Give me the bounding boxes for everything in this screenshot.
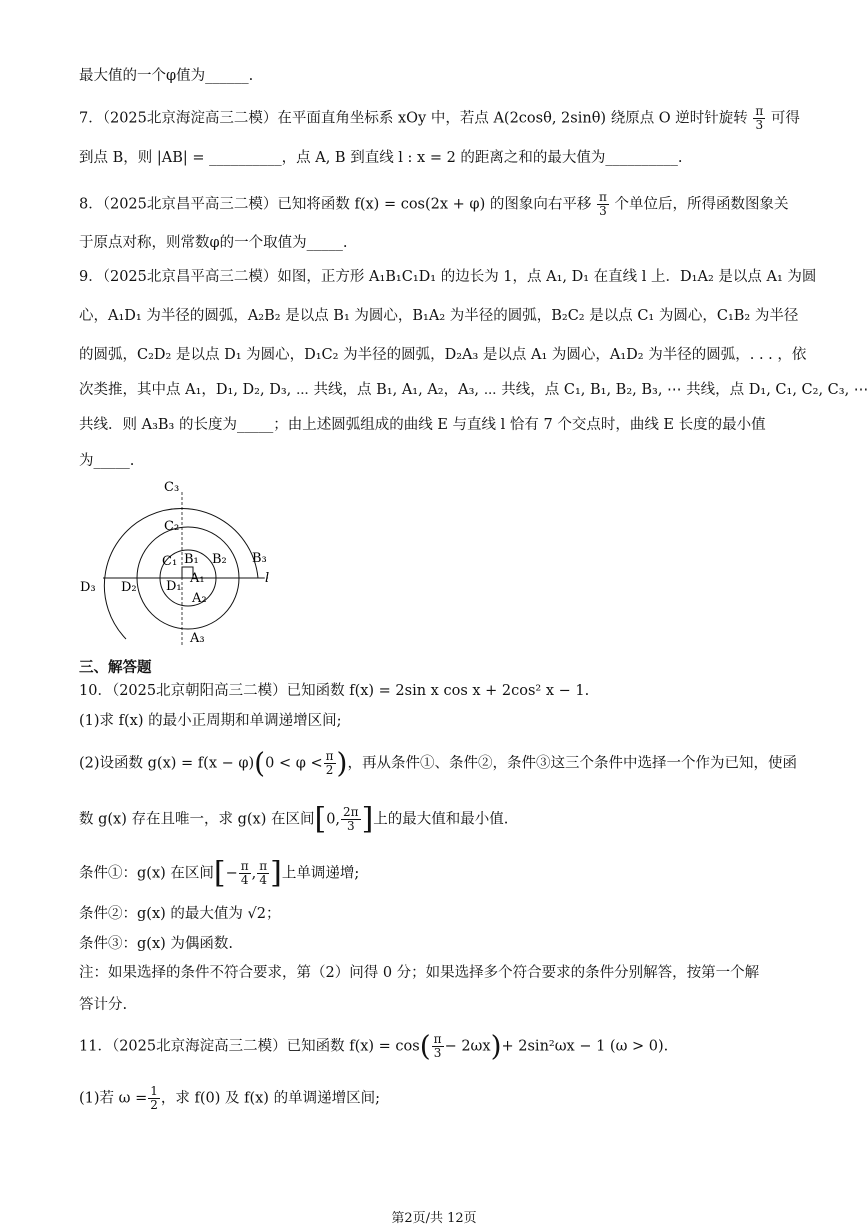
- cond1-fraction1: $\frac{\pi}{4}$: [240, 859, 249, 887]
- q8-text: 8．（2025北京昌平高三二模）已知将函数 f(x) = cos(2x + φ) 的图象向右平移: [79, 196, 592, 213]
- label-A1: A₁: [190, 571, 205, 586]
- q10-part2-pre: (2)设函数 g(x) = f(x − φ): [79, 755, 255, 772]
- q8-text-end: 个单位后，所得函数图象关: [614, 196, 789, 213]
- label-C3: C₃: [164, 480, 180, 495]
- cond1-post: 上单调递增;: [281, 865, 360, 882]
- note-line2: 答计分.: [79, 997, 128, 1013]
- q10-part2-post: ，再从条件①、条件②，条件③这三个条件中选择一个作为已知，使函: [347, 755, 797, 772]
- cond1-comma: ,: [251, 865, 257, 882]
- q8-line2: 于原点对称，则常数φ的一个取值为_____.: [79, 235, 348, 251]
- cond1-minus: −: [225, 865, 238, 882]
- q11-inner: − 2ωx: [444, 1038, 491, 1055]
- q9-line1: 9．（2025北京昌平高三二模）如图，正方形 A₁B₁C₁D₁ 的边长为 1，点 A₁, D₁ 在直线 l 上．D₁A₂ 是以点 A₁ 为圆: [79, 269, 817, 285]
- q11b-fraction: $\frac{1}{2}$: [150, 1084, 158, 1112]
- q7-text: 7．（2025北京海淀高三二模）在平面直角坐标系 xOy 中，若点 A(2cosθ, 2sinθ) 绕原点 O 逆时针旋转: [79, 110, 748, 127]
- label-B1: B₁: [184, 552, 199, 567]
- q9-line5: 共线．则 A₃B₃ 的长度为_____；由上述圆弧组成的曲线 E 与直线 l 恰有 7 个交点时，曲线 E 长度的最小值: [79, 417, 766, 433]
- q11-fraction: $\frac{\pi}{3}$: [433, 1032, 442, 1060]
- label-A3: A₃: [190, 631, 205, 646]
- q9-line6: 为_____.: [79, 453, 135, 469]
- note-line1: 注：如果选择的条件不符合要求，第（2）问得 0 分；如果选择多个符合要求的条件分别解答，按第一个解: [79, 965, 760, 981]
- q8-fraction: $\frac{\pi}{3}$: [598, 190, 607, 218]
- q7-fraction: $\frac{\pi}{3}$: [755, 104, 764, 132]
- outer-arc: [104, 508, 258, 639]
- page-footer: 第2页/共 12页: [391, 1211, 477, 1226]
- q7-line2: 到点 B，则 |AB| = __________，点 A, B 到直线 l : x = 2 的距离之和的最大值为__________.: [79, 150, 683, 166]
- q11-post: + 2sin²ωx − 1 (ω > 0).: [501, 1038, 669, 1055]
- q10d-interval-start: 0,: [326, 811, 341, 828]
- q10-part2: (2)设函数 g(x) = f(x − φ)(0 < φ < $\frac{\pi}{2}$ )，再从条件①、条件②，条件③这三个条件中选择一个作为已知，使函: [79, 746, 797, 780]
- label-C2: C₂: [164, 519, 180, 534]
- q10-fraction: $\frac{\pi}{2}$: [325, 749, 334, 777]
- q11b-pre: (1)若 ω =: [79, 1090, 148, 1107]
- q11-line1: 11．（2025北京海淀高三二模）已知函数 f(x) = cos( $\frac{\pi}{3}$ − 2ωx)+ 2sin²ωx − 1 (ω > 0).: [79, 1029, 669, 1063]
- condition-2: 条件②：g(x) 的最大值为 √2；: [79, 906, 281, 922]
- q10-part2-line2: 数 g(x) 存在且唯一，求 g(x) 在区间[0, $\frac{2\pi}{3}$ ]上的最大值和最小值.: [79, 801, 509, 837]
- q10d-fraction: $\frac{2\pi}{3}$: [343, 805, 359, 833]
- q11-pre: 11．（2025北京海淀高三二模）已知函数 f(x) = cos: [79, 1038, 420, 1055]
- q9-line2: 心，A₁D₁ 为半径的圆弧，A₂B₂ 是以点 B₁ 为圆心，B₁A₂ 为半径的圆弧，B₂C₂ 是以点 C₁ 为圆心，C₁B₂ 为半径: [79, 308, 799, 324]
- section-title: 三、解答题: [79, 659, 152, 676]
- q11b-post: ，求 f(0) 及 f(x) 的单调递增区间;: [160, 1090, 380, 1107]
- q10-part1: (1)求 f(x) 的最小正周期和单调递增区间;: [79, 713, 342, 729]
- q10-line1: 10．（2025北京朝阳高三二模）已知函数 f(x) = 2sin x cos x + 2cos² x − 1.: [79, 683, 590, 699]
- label-l: l: [265, 571, 270, 586]
- q10d-pre: 数 g(x) 存在且唯一，求 g(x) 在区间: [79, 811, 315, 828]
- q7-line1: [79, 105, 798, 132]
- q11-part1: [79, 1085, 798, 1112]
- cond1-pre: 条件①：g(x) 在区间: [79, 865, 214, 882]
- spiral-arc-figure: [78, 474, 278, 654]
- condition-3: 条件③：g(x) 为偶函数.: [79, 936, 233, 952]
- label-B3: B₃: [252, 551, 267, 566]
- label-D3: D₃: [80, 580, 96, 595]
- label-D1: D₁: [166, 579, 182, 594]
- q10-part2-cond: 0 < φ <: [265, 755, 323, 772]
- label-A2: A₂: [192, 591, 207, 606]
- q8-line1: [79, 191, 798, 218]
- q9-line3: 的圆弧，C₂D₂ 是以点 D₁ 为圆心，D₁C₂ 为半径的圆弧，D₂A₃ 是以点 A₁ 为圆心，A₁D₂ 为半径的圆弧，. . . ，依: [79, 347, 807, 363]
- q7-text-end: 可得: [770, 110, 800, 127]
- q6-tail: 最大值的一个φ值为______.: [79, 68, 254, 84]
- cond1-fraction2: $\frac{\pi}{4}$: [259, 859, 268, 887]
- label-C1: C₁: [162, 554, 178, 569]
- label-B2: B₂: [212, 552, 227, 567]
- q10d-post: 上的最大值和最小值.: [373, 811, 509, 828]
- label-D2: D₂: [121, 580, 137, 595]
- condition-1: 条件①：g(x) 在区间[− $\frac{\pi}{4}$ , $\frac{\pi}{4}$ ]上单调递增;: [79, 855, 360, 891]
- q9-line4: 次类推，其中点 A₁，D₁, D₂, D₃, ⋯ 共线，点 B₁, A₁, A₂，A₃, ⋯ 共线，点 C₁, B₁, B₂, B₃, ⋯ 共线，点 D₁, C₁, C₂, C₃, ⋯: [79, 382, 868, 398]
